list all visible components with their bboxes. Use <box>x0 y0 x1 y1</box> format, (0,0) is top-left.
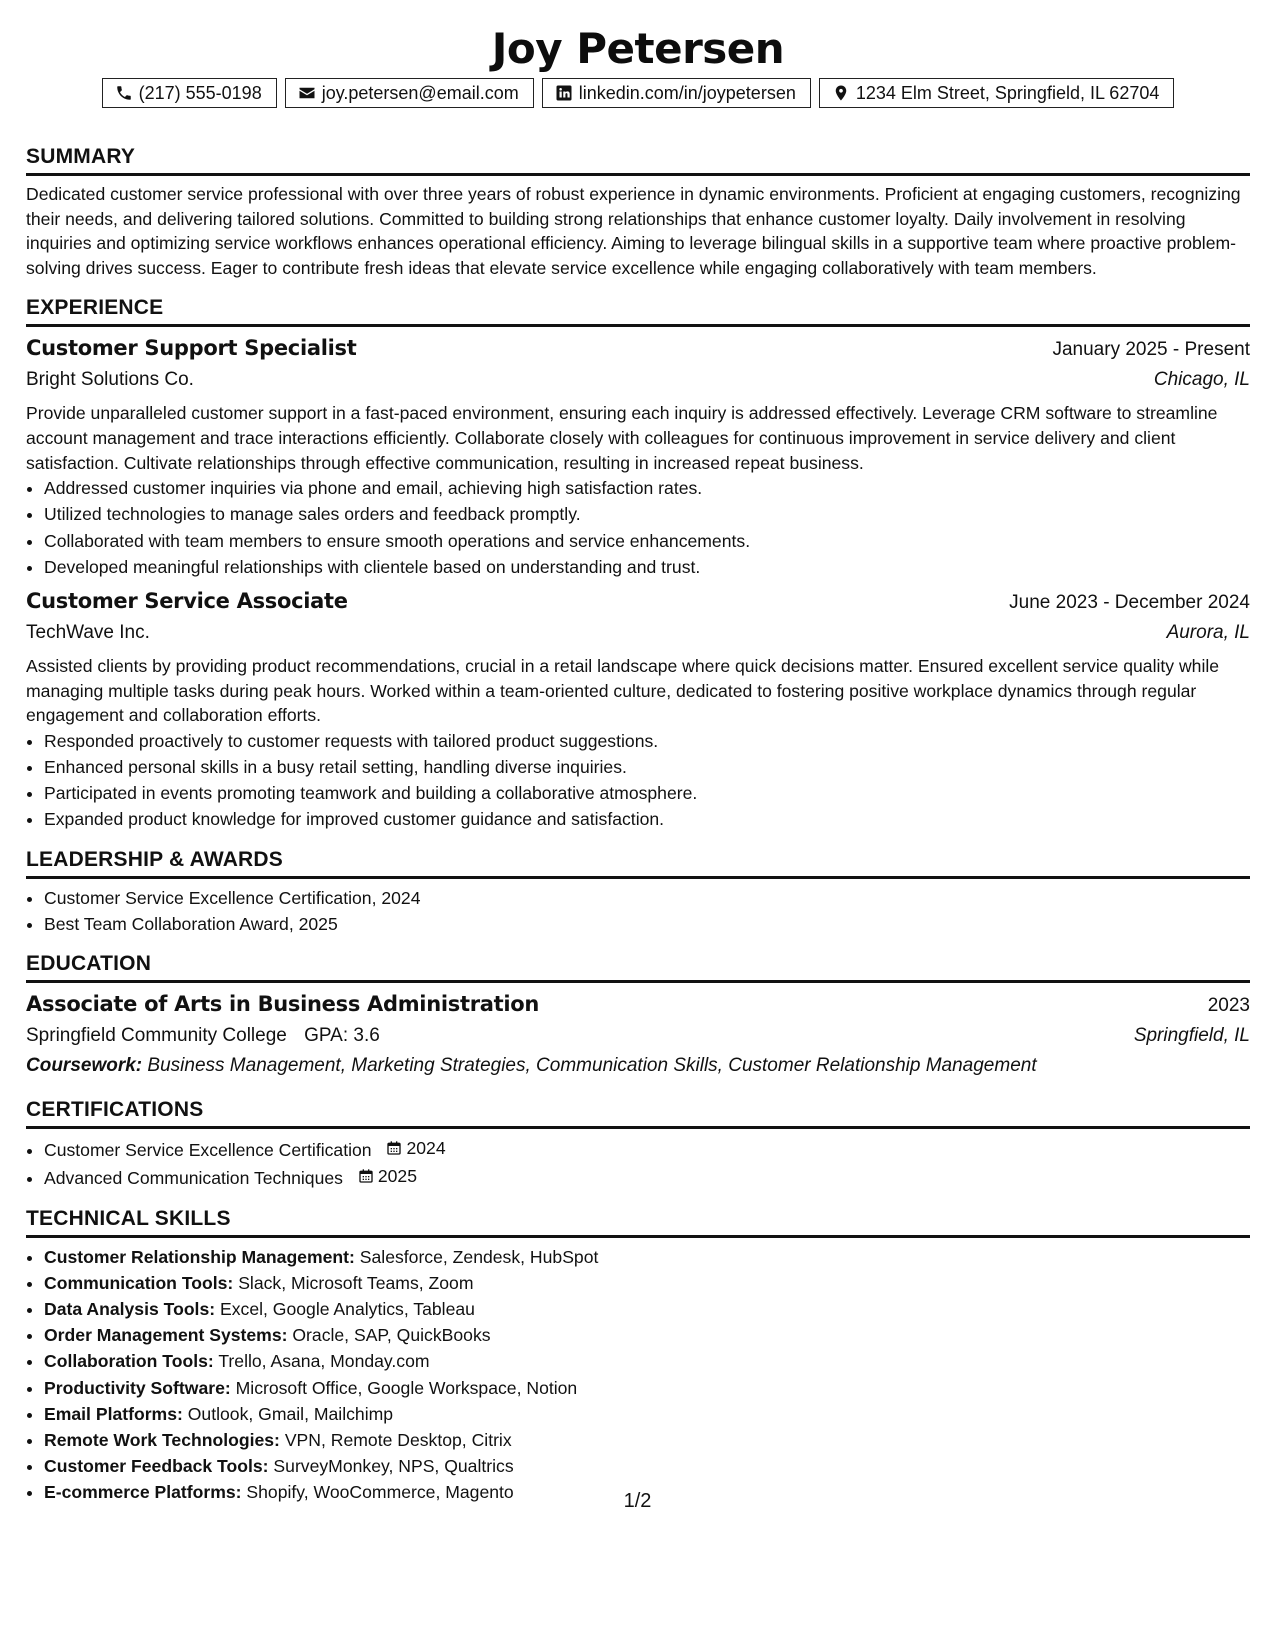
skill-value: Microsoft Office, Google Workspace, Notion <box>235 1377 578 1398</box>
list-item <box>44 1375 1250 1401</box>
list-item: • Best Team Collaboration Award, 2025 <box>44 911 1250 937</box>
skill-label: Communication Tools: <box>44 1272 234 1293</box>
job-title: Customer Support Specialist <box>26 336 357 361</box>
school-info <box>26 1021 380 1051</box>
resume-page <box>26 0 1250 1506</box>
gpa: GPA: 3.6 <box>304 1024 380 1046</box>
skill-label: Customer Relationship Management: <box>44 1246 355 1267</box>
linkedin-icon <box>555 84 573 102</box>
cert-date <box>358 1163 417 1189</box>
list-item <box>44 1427 1250 1453</box>
list-item <box>44 1322 1250 1348</box>
job-dates: June 2023 - December 2024 <box>1009 591 1250 613</box>
skill-label: Remote Work Technologies: <box>44 1429 280 1450</box>
list-item: • Developed meaningful relationships with clientele based on understanding and trust. <box>44 554 1250 580</box>
skill-label: Data Analysis Tools: <box>44 1298 216 1319</box>
job-location: Chicago, IL <box>1153 369 1250 391</box>
skills-list <box>26 1244 1250 1506</box>
list-item: • Addressed customer inquiries via phone and email, achieving high satisfaction rates. <box>44 475 1250 501</box>
skill-value: VPN, Remote Desktop, Citrix <box>284 1429 512 1450</box>
job-description: Provide unparalleled customer support in a fast-paced environment, ensuring each inquiry is addressed effectively. Leverage CRM software to streamline account management and trace interactions efficiently. Collaborate closely with colleagues for continuous improvement in service delivery and client satisfaction. Cultivate relationships through effective communication, resulting in increased repeat business. <box>26 403 1218 473</box>
cert-year: 2024 <box>406 1137 446 1158</box>
coursework-list: Business Management, Marketing Strategies, Communication Skills, Customer Relationship Management <box>147 1054 1037 1076</box>
certifications-section <box>26 1097 1250 1192</box>
list-item <box>44 1135 1250 1163</box>
envelope-icon <box>298 84 316 102</box>
education-heading: EDUCATION <box>26 951 1250 983</box>
job-entry <box>26 333 1250 580</box>
cert-name: Advanced Communication Techniques <box>44 1168 343 1189</box>
skills-heading: TECHNICAL SKILLS <box>26 1206 1250 1238</box>
job-bullets <box>26 728 1250 833</box>
certifications-heading: CERTIFICATIONS <box>26 1097 1250 1129</box>
phone-icon <box>115 84 133 102</box>
education-section <box>26 951 1250 1081</box>
address-chip[interactable] <box>819 78 1175 108</box>
skill-label: Customer Feedback Tools: <box>44 1456 269 1477</box>
school-name: Springfield Community College <box>26 1024 287 1046</box>
linkedin-text: linkedin.com/in/joypetersen <box>578 83 796 103</box>
list-item: • Collaborated with team members to ensure smooth operations and service enhancements. <box>44 528 1250 554</box>
cert-name: Customer Service Excellence Certification <box>44 1140 372 1161</box>
job-title: Customer Service Associate <box>26 588 348 613</box>
list-item <box>44 1270 1250 1296</box>
skill-label: Productivity Software: <box>44 1377 231 1398</box>
job-description: Assisted clients by providing product recommendations, crucial in a retail landscape where quick decisions matter. Ensured excellent service quality while managing multiple tasks during peak hours. Worked within a team-oriented culture, dedicated to fostering positive workplace dynamics through regular engagement and collaboration efforts. <box>26 655 1220 726</box>
map-pin-icon <box>832 84 850 102</box>
skill-value: Shopify, WooCommerce, Magento <box>246 1482 514 1503</box>
list-item: • Enhanced personal skills in a busy retail setting, handling diverse inquiries. <box>44 754 1250 780</box>
skill-label: Collaboration Tools: <box>44 1351 214 1372</box>
phone-chip[interactable] <box>102 78 277 108</box>
page-number: 1/2 <box>623 1490 652 1512</box>
company-name: TechWave Inc. <box>26 621 150 643</box>
phone-text: (217) 555-0198 <box>138 83 262 103</box>
company-name: Bright Solutions Co. <box>26 369 194 391</box>
list-item: • Utilized technologies to manage sales orders and feedback promptly. <box>44 501 1250 527</box>
school-location: Springfield, IL <box>1133 1024 1250 1046</box>
email-text: joy.petersen@email.com <box>321 83 519 103</box>
calendar-icon <box>386 1140 402 1156</box>
job-bullets <box>26 475 1250 580</box>
list-item: • Participated in events promoting teamwork and building a collaborative atmosphere. <box>44 780 1250 806</box>
skill-value: SurveyMonkey, NPS, Qualtrics <box>273 1456 514 1477</box>
address-text: 1234 Elm Street, Springfield, IL 62704 <box>855 83 1160 103</box>
list-item: • Customer Service Excellence Certification, 2024 <box>44 885 1250 911</box>
contact-bar <box>26 78 1250 108</box>
calendar-icon <box>358 1168 374 1184</box>
experience-heading: EXPERIENCE <box>26 295 1250 327</box>
list-item <box>44 1163 1250 1191</box>
awards-section <box>26 847 1250 937</box>
job-entry <box>26 586 1250 833</box>
coursework-label: Coursework: <box>26 1054 143 1076</box>
candidate-name: Joy Petersen <box>491 24 785 73</box>
list-item: • Responded proactively to customer requests with tailored product suggestions. <box>44 728 1250 754</box>
degree-title: Associate of Arts in Business Administration <box>26 991 540 1016</box>
experience-section <box>26 295 1250 832</box>
skill-label: Order Management Systems: <box>44 1325 288 1346</box>
skill-value: Excel, Google Analytics, Tableau <box>219 1298 475 1319</box>
coursework <box>26 1051 1250 1081</box>
list-item <box>44 1244 1250 1270</box>
list-item <box>44 1296 1250 1322</box>
job-dates: January 2025 - Present <box>1052 339 1250 361</box>
certifications-list <box>26 1135 1250 1192</box>
awards-list <box>26 885 1250 937</box>
awards-heading: LEADERSHIP & AWARDS <box>26 847 1250 879</box>
skill-label: E-commerce Platforms: <box>44 1482 242 1503</box>
summary-section <box>26 144 1250 280</box>
graduation-year: 2023 <box>1207 994 1250 1016</box>
skill-value: Salesforce, Zendesk, HubSpot <box>359 1246 599 1267</box>
list-item: • Expanded product knowledge for improved customer guidance and satisfaction. <box>44 806 1250 832</box>
summary-text: Dedicated customer service professional with over three years of robust experience in dynamic environments. Proficient at engaging customers, recognizing their needs, and delivering tailored solutions. Committed to building strong relationships that enhance customer loyalty. Daily involvement in resolving inquiries and optimizing service workflows enhances operational efficiency. Aiming to leverage bilingual skills in a supportive team where proactive problem-solving drives success. Eager to contribute fresh ideas that elevate service excellence while engaging collaboratively with team members. <box>26 184 1241 278</box>
summary-heading: SUMMARY <box>26 144 1250 176</box>
cert-year: 2025 <box>377 1166 417 1187</box>
list-item <box>44 1348 1250 1374</box>
cert-date <box>386 1135 445 1161</box>
skills-section <box>26 1206 1250 1506</box>
email-chip[interactable] <box>285 78 534 108</box>
skill-value: Oracle, SAP, QuickBooks <box>292 1325 491 1346</box>
skill-value: Trello, Asana, Monday.com <box>218 1351 430 1372</box>
linkedin-chip[interactable] <box>542 78 811 108</box>
job-location: Aurora, IL <box>1166 621 1250 643</box>
skill-value: Slack, Microsoft Teams, Zoom <box>238 1272 474 1293</box>
skill-value: Outlook, Gmail, Mailchimp <box>187 1403 394 1424</box>
list-item <box>44 1401 1250 1427</box>
skill-label: Email Platforms: <box>44 1403 183 1424</box>
list-item <box>44 1453 1250 1479</box>
